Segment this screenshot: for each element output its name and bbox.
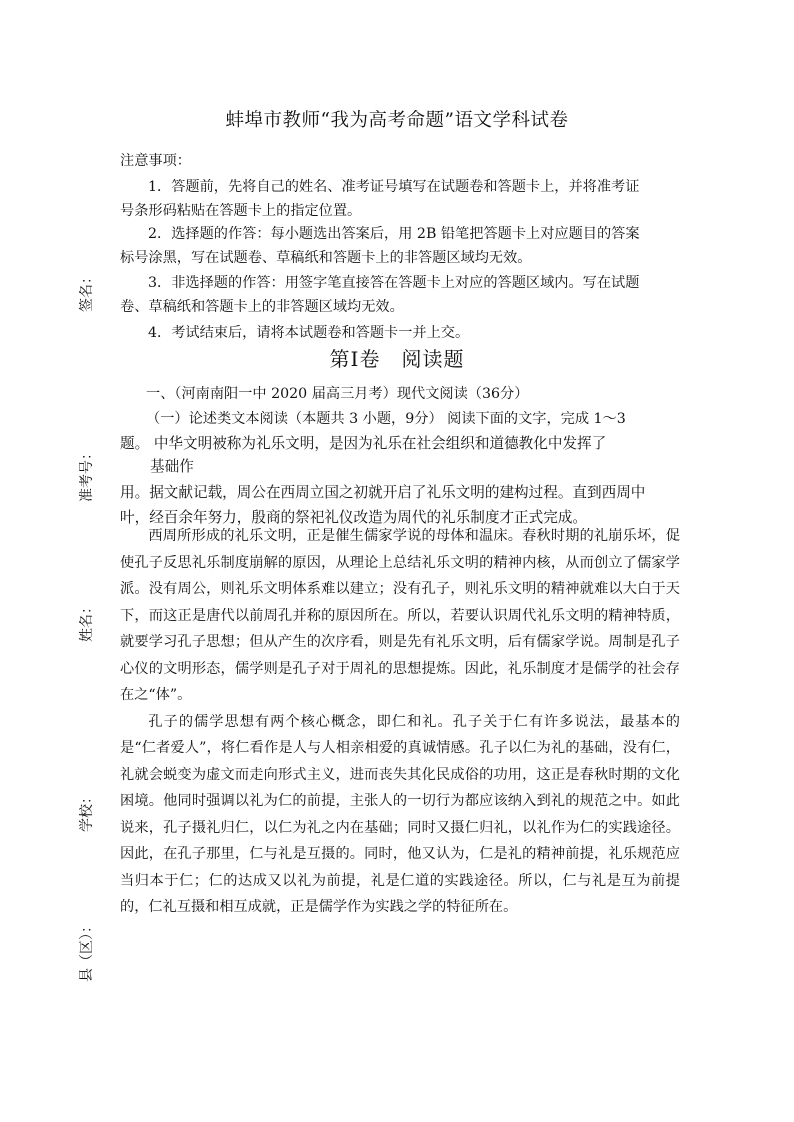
notice-item-4: 4．考试结束后，请将本试题卷和答题卡一并上交。 — [148, 325, 470, 341]
sub-section-heading-c: 基础作 — [150, 458, 194, 475]
notice-item-1a: 1．答题前，先将自己的姓名、准考证号填写在试题卷和答题卡上，并将准考证 — [148, 179, 640, 195]
side-label-county: 县（区）： — [79, 919, 95, 982]
sub-section-heading-a: （一）论述类文本阅读（本题共 3 小题，9分） 阅读下面的文字，完成 1～3 — [146, 411, 626, 427]
side-label-sign: 签名： — [79, 270, 95, 312]
notice-item-2a: 2．选择题的作答：每小题选出答案后，用 2B 铅笔把答题卡上对应题目的答案 — [148, 226, 640, 242]
side-label-exam-number: 准考号： — [79, 446, 95, 502]
paragraph-1-line-2: 叶，经百余年努力，殷商的祭祀礼仪改造为周代的礼乐制度才正式完成。 — [120, 509, 588, 526]
notice-item-3b: 卷、草稿纸和答题卡上的非答题区域均无效。 — [120, 299, 404, 315]
page-title: 蚌埠市教师“我为高考命题”语文学科试卷 — [225, 110, 569, 131]
notice-item-3a: 3．非选择题的作答：用签字笔直接答在答题卡上对应的答题区域内。写在试题 — [148, 275, 640, 291]
part-one-heading: 一、（河南南阳一中 2020 届高三月考）现代文阅读（36分） — [146, 386, 529, 402]
paragraph-3: 孔子的儒学思想有两个核心概念，即仁和礼。孔子关于仁有许多说法，最基本的是“仁者爱人”，将仁看作是人与人相亲相爱的真诚情感。孔子以仁为礼的基础，没有仁，礼就会蜕变为虚文而走向形式主义，进而丧失其化民成俗的功用，这正是春秋时期的文化困境。他同时强调以礼为仁的前提，主张人的一切行为都应该纳入到礼的规范之中。如此说来，孔子摄礼归仁，以仁为礼之内在基础；同时又摄仁归礼，以礼作为仁的实践途径。因此，在孔子那里，仁与礼是互摄的。同时，他又认为，仁是礼的精神前提，礼乐规范应当归本于仁；仁的达成又以礼为前提，礼是仁道的实践途径。所以，仁与礼是互为前提的，仁礼互摄和相互成就，正是儒学作为实践之学的特征所在。 — [120, 713, 680, 915]
passage-body — [120, 523, 680, 921]
notice-item-1b: 号条形码粘贴在答题卡上的指定位置。 — [120, 203, 362, 219]
sub-section-heading-b: 题。 中华文明被称为礼乐文明，是因为礼乐在社会组织和道德教化中发挥了 — [120, 435, 607, 452]
notice-item-2b: 标号涂黑，写在试题卷、草稿纸和答题卡上的非答题区域均无效。 — [120, 250, 532, 266]
paragraph-1-line-1: 用。据文献记载，周公在西周立国之初就开启了礼乐文明的建构过程。直到西周中 — [120, 484, 646, 501]
section-title: 第Ⅰ卷 阅读题 — [329, 347, 465, 371]
notice-heading: 注意事项： — [120, 153, 191, 169]
side-label-school: 学校： — [79, 790, 95, 832]
paragraph-2: 西周所形成的礼乐文明，正是催生儒家学说的母体和温床。春秋时期的礼崩乐坏，促使孔子反思礼乐制度崩解的原因，从理论上总结礼乐文明的精神内核，从而创立了儒家学派。没有周公，则礼乐文明体系难以建立；没有孔子，则礼乐文明的精神就难以大白于天下，而这正是唐代以前周孔并称的原因所在。所以，若要认识周代礼乐文明的精神特质，就要学习孔子思想；但从产生的次序看，则是先有礼乐文明，后有儒家学说。周制是孔子心仪的文明形态，儒学则是孔子对于周礼的思想提炼。因此，礼乐制度才是儒学的社会存在之“体”。 — [120, 528, 680, 703]
side-label-name: 姓名： — [79, 600, 95, 642]
